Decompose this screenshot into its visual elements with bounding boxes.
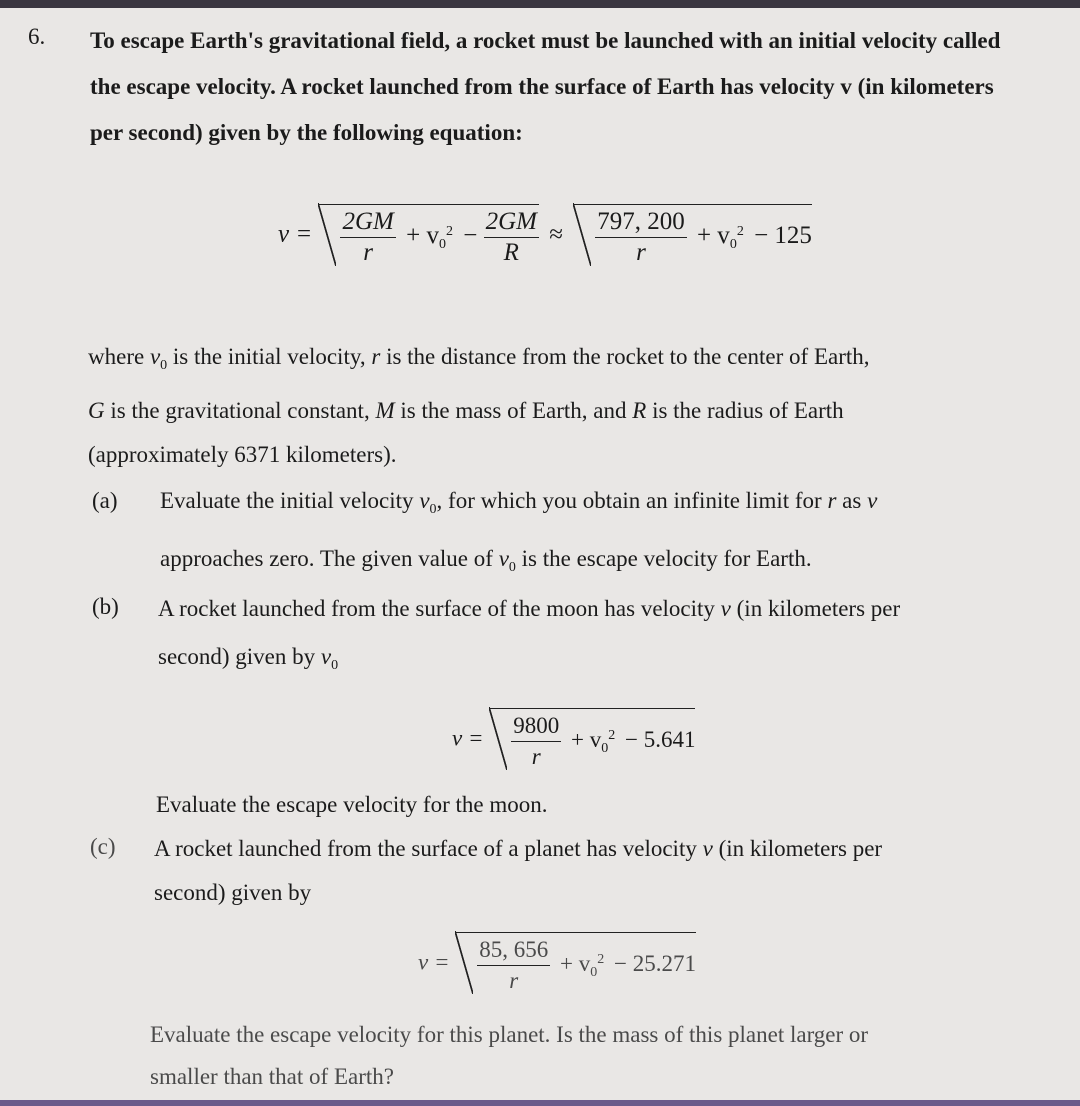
- escape-velocity-equation: [278, 204, 812, 268]
- part-c-label: (c): [90, 834, 116, 859]
- part-c-after-1: Evaluate the escape velocity for this planet. Is the mass of this planet larger or: [150, 1022, 869, 1047]
- plus-v0: + v: [559, 950, 591, 976]
- part-c-line-2: second) given by: [154, 880, 312, 905]
- moon-velocity-equation: [452, 708, 695, 772]
- plus-v0: + v: [696, 222, 730, 250]
- sqrt-moon: $\frac{9800}{r}$ + $v_0^2 - 5.641$: [489, 708, 695, 772]
- frac-den: r: [477, 965, 550, 996]
- part-b-line-1: A rocket launched from the surface of the moon has velocity v (in kilometers per: [158, 596, 901, 621]
- eq-lhs: v =: [278, 220, 313, 248]
- part-a-line-2: approaches zero. The given value of $v_0$ is the escape velocity for Earth.: [160, 546, 812, 575]
- fraction-797200-r: [595, 207, 687, 268]
- v0-square: 2: [736, 224, 744, 240]
- frac-den: r: [511, 741, 561, 772]
- eq-tail: − 5.641: [624, 726, 696, 752]
- eq-tail: − 25.271: [613, 950, 696, 976]
- frac-den: R: [484, 237, 539, 268]
- v0-square: 2: [445, 224, 453, 240]
- frac-num: 2GM: [342, 208, 394, 235]
- part-b-label: (b): [92, 594, 119, 619]
- eq-lhs: v =: [418, 949, 450, 975]
- v0-sub: 0: [438, 237, 446, 253]
- part-a-line-1: Evaluate the initial velocity $v_0$, for which you obtain an infinite limit for r as v: [160, 488, 878, 517]
- where-line-2: G is the gravitational constant, M is the mass of Earth, and R is the radius of Earth: [88, 398, 844, 423]
- v0-sub: 0: [729, 237, 737, 253]
- eq-tail: − 125: [754, 222, 812, 250]
- fraction-85656-r: [477, 935, 550, 996]
- part-c-line-1: A rocket launched from the surface of a planet has velocity v (in kilometers per: [154, 836, 883, 861]
- sqrt-left: [318, 204, 539, 268]
- minus-sign: −: [463, 222, 478, 250]
- top-edge-bar: [0, 0, 1080, 8]
- where-line-3: (approximately 6371 kilometers).: [88, 442, 397, 467]
- fraction-9800-r: [511, 711, 561, 772]
- part-c-after-2: smaller than that of Earth?: [150, 1064, 394, 1089]
- frac-den: r: [340, 237, 395, 268]
- where-line-1: where $v_0$ is the initial velocity, r is the distance from the rocket to the center of Earth,: [88, 344, 870, 373]
- part-b-after: Evaluate the escape velocity for the moon.: [156, 792, 548, 817]
- frac-den: r: [595, 237, 687, 268]
- part-a-label: (a): [92, 488, 118, 513]
- frac-num: 85, 656: [479, 937, 549, 962]
- part-b-line-2: second) given by $v_0$: [158, 644, 339, 673]
- frac-num: 2GM: [485, 208, 537, 235]
- plus-v0: + v: [406, 222, 439, 250]
- sqrt-planet: $\frac{85, 656}{r}$ + $v_0^2 - 25.271$: [455, 932, 696, 996]
- textbook-page: [0, 8, 1080, 1100]
- question-intro: To escape Earth's gravitational field, a rocket must be launched with an initial velocity called the escape velocity. A rocket launched from the surface of Earth has velocity v (in kilometers per second) given by the following equation:: [90, 28, 1001, 145]
- plus-v0: + v: [570, 726, 602, 752]
- fraction-2gm-R: [484, 207, 539, 268]
- bottom-edge-bar: [0, 1100, 1080, 1106]
- eq-lhs: v =: [452, 725, 484, 751]
- question-number: 6.: [28, 24, 46, 49]
- sqrt-right: [573, 204, 812, 268]
- approx-sign: ≈: [549, 220, 563, 248]
- frac-num: 797, 200: [597, 208, 685, 235]
- planet-velocity-equation: [418, 932, 696, 996]
- fraction-2gm-r: [340, 207, 395, 268]
- frac-num: 9800: [513, 713, 560, 738]
